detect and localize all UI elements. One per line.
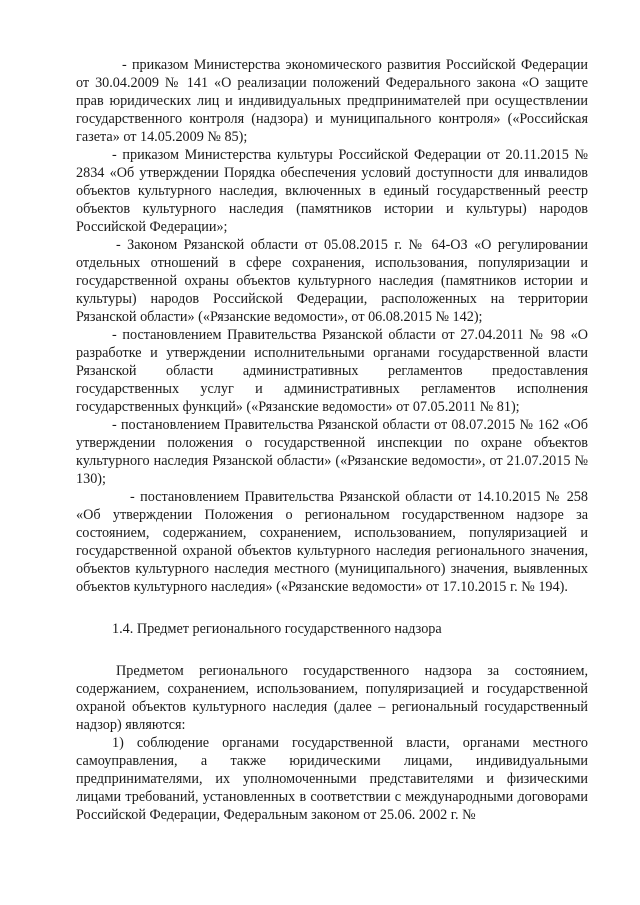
paragraph-resolution-162: - постановлением Правительства Рязанской области от 08.07.2015 № 162 «Об утверждении положения о государственной инспекции по охране объектов культурного наследия Рязанской области» («Рязанские ведомости», от 21.07.2015 № 130);: [76, 417, 588, 487]
paragraph-item-1: 1) соблюдение органами государственной власти, органами местного самоуправления, а также юридическими лицами, индивидуальными предпринимателями, их уполномоченными представителями и физическими лицами требований, установленных в соответствии с международными договорами Российской Федерации, Федеральным законом от 25.06. 2002 г. №: [76, 735, 588, 823]
paragraph-ryazan-law: - Законом Рязанской области от 05.08.2015 г. № 64-ОЗ «О регулировании отдельных отношений в сфере сохранения, использования, популяризации и государственной охраны объектов культурного наследия (памятников истории и культуры) народов Российской Федерации, расположенных на территории Рязанской области» («Рязанские ведомости», от 06.08.2015 № 142);: [76, 237, 588, 325]
paragraph-resolution-258: - постановлением Правительства Рязанской области от 14.10.2015 № 258 «Об утверждении Положения о региональном государственном надзоре за состоянием, содержанием, сохранением, использованием, популяризацией и государственной охраной объектов культурного наследия регионального значения, объектов культурного наследия местного (муниципального) значения, выявленных объектов культурного наследия» («Рязанские ведомости» от 17.10.2015 г. № 194).: [76, 489, 588, 595]
paragraph-order-economic-development: - приказом Министерства экономического развития Российской Федерации от 30.04.2009 № 141 «О реализации положений Федерального закона «О защите прав юридических лиц и индивидуальных предпринимателей при осуществлении государственного контроля (надзора) и муниципального контроля» («Российская газета» от 14.05.2009 № 85);: [76, 57, 588, 145]
paragraph-order-ministry-culture: - приказом Министерства культуры Российской Федерации от 20.11.2015 № 2834 «Об утверждении Порядка обеспечения условий доступности для инвалидов объектов культурного наследия, включенных в единый государственный реестр объектов культурного наследия (памятников истории и культуры) народов Российской Федерации»;: [76, 147, 588, 235]
paragraph-resolution-2011: - постановлением Правительства Рязанской области от 27.04.2011 № 98 «О разработке и утверждении исполнительными органами государственной власти Рязанской области административных регламентов предоставления государственных услуг и административных регламентов исполнения государственных функций» («Рязанские ведомости» от 07.05.2011 № 81);: [76, 327, 588, 415]
section-heading: 1.4. Предмет регионального государственного надзора: [112, 621, 442, 637]
paragraph-subject-definition: Предметом регионального государственного надзора за состоянием, содержанием, сохранением, использованием, популяризацией и государственной охраной объектов культурного наследия (далее – региональный государственный надзор) являются:: [76, 663, 588, 733]
